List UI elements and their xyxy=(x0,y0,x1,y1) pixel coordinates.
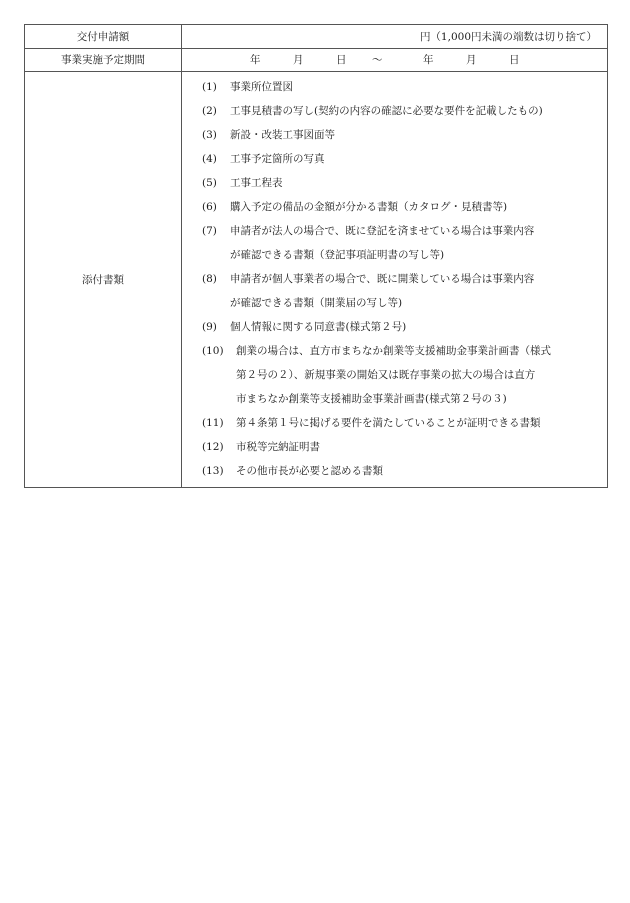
attachment-item xyxy=(202,459,601,483)
attachment-text: 第４条第１号に掲げる要件を満たしていることが証明できる書類 xyxy=(236,417,541,429)
attachment-number: (10) xyxy=(202,345,224,357)
grant-amount-label: 交付申請額 xyxy=(25,25,182,49)
row-attachments xyxy=(25,72,608,488)
application-form-table xyxy=(24,24,608,488)
attachment-text: 申請者が法人の場合で、既に登記を済ませている場合は事業内容 が確認できる書類（登記事項証明書の写し等) xyxy=(230,225,535,261)
attachment-text: 工事予定箇所の写真 xyxy=(230,153,325,165)
attachment-item xyxy=(202,147,601,171)
attachment-number: (12) xyxy=(202,441,224,453)
attachment-number: (7) xyxy=(202,225,217,237)
attachment-text: 申請者が個人事業者の場合で、既に開業している場合は事業内容 が確認できる書類（開業届の写し等) xyxy=(230,273,535,309)
attachment-item xyxy=(202,435,601,459)
attachment-item xyxy=(202,315,601,339)
attachment-number: (2) xyxy=(202,105,217,117)
attachment-text: 工事工程表 xyxy=(230,177,283,189)
attachment-item xyxy=(202,171,601,195)
attachment-number: (5) xyxy=(202,177,217,189)
attachment-item xyxy=(202,123,601,147)
attachment-item xyxy=(202,219,601,267)
grant-amount-value[interactable]: 円（1,000円未満の端数は切り捨て） xyxy=(182,25,608,49)
attachment-number: (13) xyxy=(202,465,224,477)
attachment-item xyxy=(202,267,601,315)
period-separator: ～ xyxy=(372,54,383,66)
row-implementation-period xyxy=(25,49,608,72)
attachment-text: 個人情報に関する同意書(様式第２号) xyxy=(230,321,407,333)
attachment-text: 市税等完納証明書 xyxy=(236,441,320,453)
end-month-unit: 月 xyxy=(466,54,477,66)
implementation-period-value[interactable] xyxy=(182,49,608,72)
end-year-unit: 年 xyxy=(423,54,434,66)
attachment-text: 創業の場合は、直方市まちなか創業等支援補助金事業計画書（様式 第２号の２）、新規事業の開始又は既存事業の拡大の場合は直方 市まちなか創業等支援補助金事業計画書(様式第２号の３) xyxy=(236,345,551,405)
attachment-number: (3) xyxy=(202,129,217,141)
attachment-item xyxy=(202,411,601,435)
start-year-unit: 年 xyxy=(250,54,261,66)
attachment-item xyxy=(202,75,601,99)
row-grant-amount xyxy=(25,25,608,49)
start-month-unit: 月 xyxy=(293,54,304,66)
end-day-unit: 日 xyxy=(509,54,520,66)
attachment-number: (11) xyxy=(202,417,224,429)
implementation-period-label: 事業実施予定期間 xyxy=(25,49,182,72)
start-day-unit: 日 xyxy=(336,54,347,66)
attachment-text: 購入予定の備品の金額が分かる書類（カタログ・見積書等) xyxy=(230,201,508,213)
attachment-number: (4) xyxy=(202,153,217,165)
attachment-number: (6) xyxy=(202,201,217,213)
attachment-number: (8) xyxy=(202,273,217,285)
attachment-number: (1) xyxy=(202,81,217,93)
attachment-text: 新設・改装工事図面等 xyxy=(230,129,335,141)
attachments-list xyxy=(182,72,608,488)
attachment-item xyxy=(202,99,601,123)
attachment-item xyxy=(202,195,601,219)
attachment-text: 工事見積書の写し(契約の内容の確認に必要な要件を記載したもの) xyxy=(230,105,543,117)
attachment-item xyxy=(202,339,601,411)
attachment-text: 事業所位置図 xyxy=(230,81,293,93)
attachment-text: その他市長が必要と認める書類 xyxy=(236,465,383,477)
attachment-number: (9) xyxy=(202,321,217,333)
attachments-label: 添付書類 xyxy=(25,72,182,488)
